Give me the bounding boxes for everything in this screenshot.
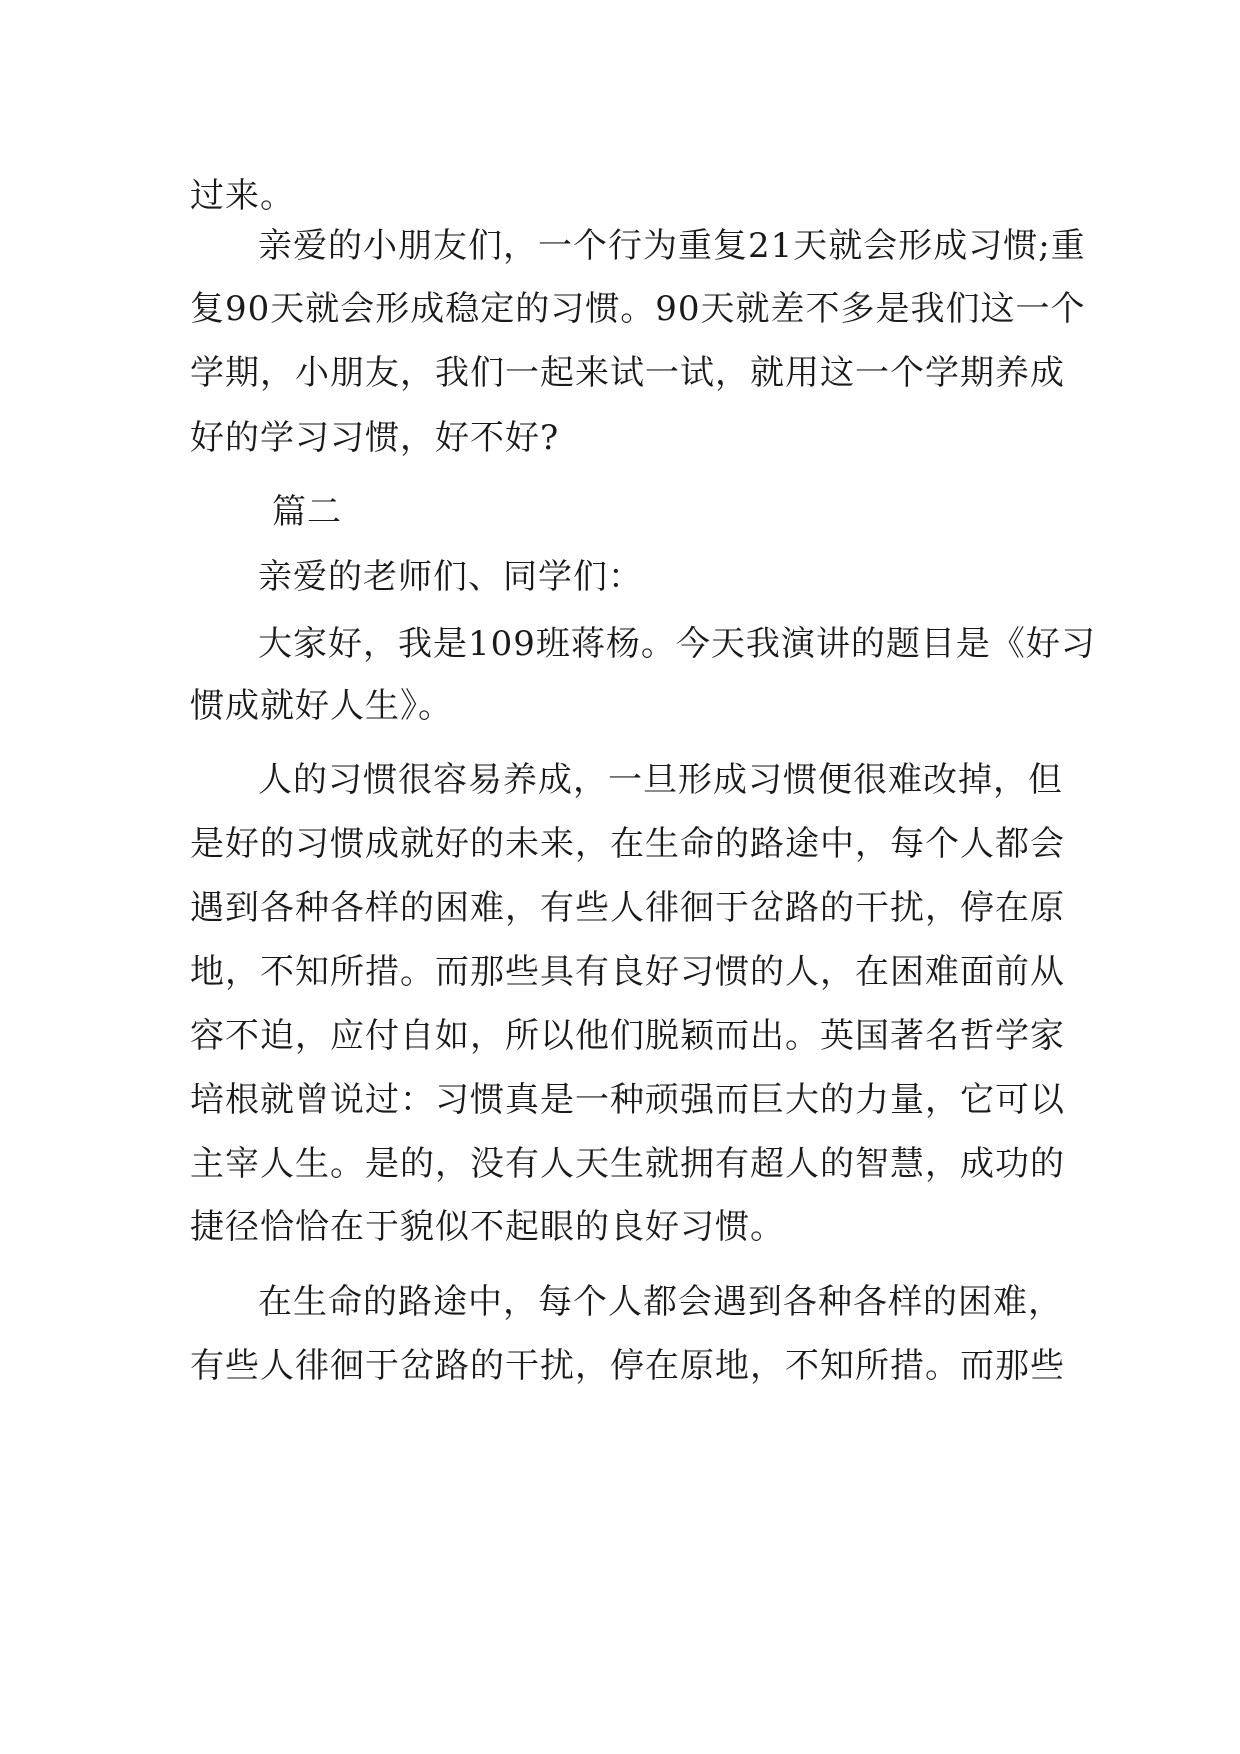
text-line: 有些人徘徊于岔路的干扰，停在原地，不知所措。而那些 (190, 1346, 1065, 1386)
text-line: 学期，小朋友，我们一起来试一试，就用这一个学期养成 (190, 353, 1065, 393)
text-line: 惯成就好人生》。 (190, 686, 453, 726)
text-line: 捷径恰恰在于貌似不起眼的良好习惯。 (190, 1207, 785, 1247)
section-heading: 篇二 (272, 492, 342, 532)
paragraph-first-line: 人的习惯很容易养成，一旦形成习惯便很难改掉，但 (258, 760, 1063, 800)
text-line: 是好的习惯成就好的未来，在生命的路途中，每个人都会 (190, 824, 1065, 864)
text-line: 遇到各种各样的困难，有些人徘徊于岔路的干扰，停在原 (190, 888, 1065, 928)
paragraph-first-line: 在生命的路途中，每个人都会遇到各种各样的困难， (258, 1282, 1063, 1322)
salutation: 亲爱的老师们、同学们： (258, 557, 643, 597)
text-line: 主宰人生。是的，没有人天生就拥有超人的智慧，成功的 (190, 1144, 1065, 1184)
text-line: 培根就曾说过：习惯真是一种顽强而巨大的力量，它可以 (190, 1080, 1065, 1120)
text-line: 过来。 (190, 176, 295, 216)
text-line: 容不迫，应付自如，所以他们脱颖而出。英国著名哲学家 (190, 1016, 1065, 1056)
text-line: 地，不知所措。而那些具有良好习惯的人，在困难面前从 (190, 952, 1065, 992)
text-line: 好的学习习惯，好不好? (190, 418, 560, 458)
text-line: 复90天就会形成稳定的习惯。90天就差不多是我们这一个 (190, 289, 1086, 329)
paragraph-first-line: 亲爱的小朋友们，一个行为重复21天就会形成习惯;重 (258, 226, 1086, 266)
paragraph-first-line: 大家好，我是109班蒋杨。今天我演讲的题目是《好习 (258, 624, 1096, 664)
